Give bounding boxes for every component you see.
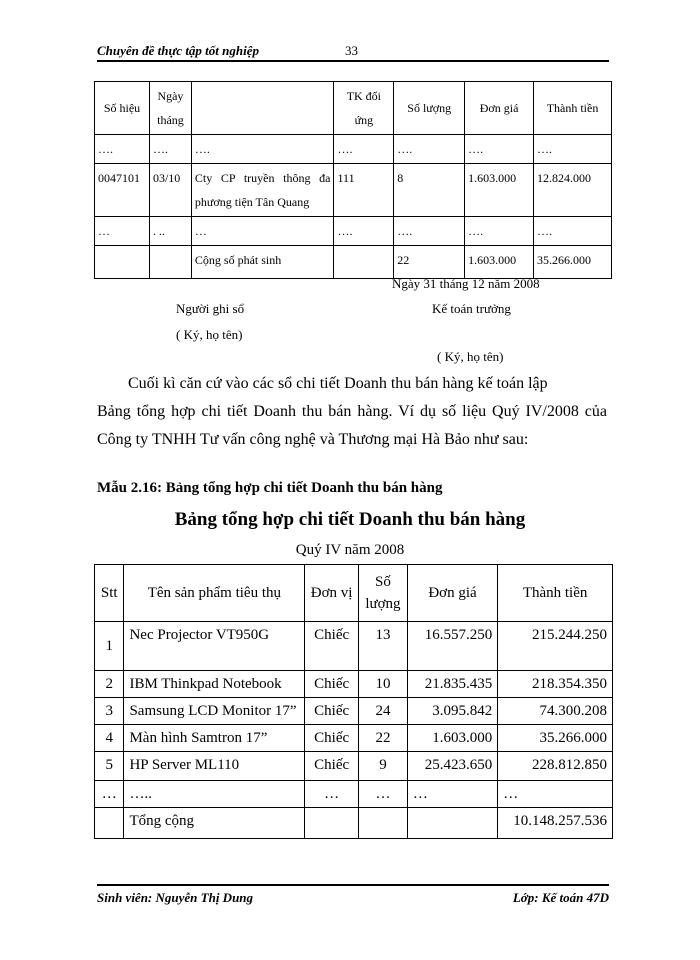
summary-cell: 35.266.000 [498, 725, 613, 752]
ledger-cell [334, 246, 394, 279]
ledger-header-cell: Thành tiền [534, 82, 612, 135]
ledger-cell: Cộng số phát sinh [191, 246, 334, 279]
ledger-cell: 22 [394, 246, 465, 279]
summary-table [94, 564, 613, 839]
summary-header-cell: Thành tiền [498, 565, 613, 622]
ledger-header-row [95, 82, 612, 135]
body-paragraph [97, 370, 607, 454]
ledger-cell: . .. [149, 217, 191, 246]
ledger-cell: …. [334, 135, 394, 164]
ledger-cell: 0047101 [95, 164, 150, 217]
student-name: Sinh viên: Nguyễn Thị Dung [97, 890, 254, 905]
summary-title: Bảng tổng hợp chi tiết Doanh thu bán hàng [174, 509, 526, 530]
chief-accountant-sign-note: ( Ký, họ tên) [437, 349, 504, 364]
ledger-cell: Cty CP truyền thông đa phương tiện Tân Quang [191, 164, 334, 217]
summary-cell: 2 [95, 671, 124, 698]
summary-header-cell: Tên sản phẩm tiêu thụ [124, 565, 305, 622]
ledger-cell: …. [534, 135, 612, 164]
summary-row [95, 622, 613, 671]
summary-header-cell: Đơn giá [407, 565, 497, 622]
ledger-cell: …. [465, 217, 534, 246]
ledger-header-cell: Đơn giá [465, 82, 534, 135]
ledger-cell [95, 246, 150, 279]
ledger-cell: 12.824.000 [534, 164, 612, 217]
ledger-cell: …. [191, 135, 334, 164]
summary-cell: 1.603.000 [407, 725, 497, 752]
summary-cell [359, 808, 408, 839]
summary-header-cell: Số lượng [359, 565, 408, 622]
summary-cell: 10.148.257.536 [498, 808, 613, 839]
summary-row [95, 752, 613, 781]
page-footer [97, 884, 609, 906]
summary-header-cell: Đơn vị [305, 565, 359, 622]
chief-accountant-title: Kế toán trưởng [432, 301, 511, 316]
summary-cell: Tổng cộng [124, 808, 305, 839]
summary-cell: Chiếc [305, 725, 359, 752]
summary-cell: Màn hình Samtron 17” [124, 725, 305, 752]
ledger-row [95, 164, 612, 217]
summary-cell: 228.812.850 [498, 752, 613, 781]
ledger-header-cell: Ngày tháng [149, 82, 191, 135]
summary-row [95, 725, 613, 752]
summary-cell: 4 [95, 725, 124, 752]
ledger-cell: … [95, 217, 150, 246]
summary-cell: Chiếc [305, 698, 359, 725]
document-title: Chuyên đề thực tập tốt nghiệp [97, 43, 259, 58]
summary-cell: Chiếc [305, 752, 359, 781]
form-label: Mẫu 2.16: Bảng tổng hợp chi tiết Doanh thu bán hàng [97, 480, 443, 496]
ledger-cell: …. [394, 217, 465, 246]
summary-row [95, 671, 613, 698]
summary-cell: … [407, 781, 497, 808]
summary-cell: … [305, 781, 359, 808]
summary-cell: HP Server ML110 [124, 752, 305, 781]
ledger-cell: …. [334, 217, 394, 246]
ledger-cell: 8 [394, 164, 465, 217]
ledger-cell: …. [465, 135, 534, 164]
summary-cell: Chiếc [305, 671, 359, 698]
summary-cell: IBM Thinkpad Notebook [124, 671, 305, 698]
summary-cell [305, 808, 359, 839]
ledger-row [95, 135, 612, 164]
ledger-cell: …. [534, 217, 612, 246]
summary-cell: ….. [124, 781, 305, 808]
summary-row [95, 698, 613, 725]
summary-header-row [95, 565, 613, 622]
ledger-header-cell [191, 82, 334, 135]
summary-cell [95, 808, 124, 839]
ledger-cell [149, 246, 191, 279]
summary-cell: 1 [95, 622, 124, 671]
ledger-cell: 1.603.000 [465, 246, 534, 279]
summary-cell: … [359, 781, 408, 808]
summary-subtitle: Quý IV năm 2008 [295, 542, 405, 558]
summary-cell: 5 [95, 752, 124, 781]
summary-cell: 13 [359, 622, 408, 671]
ledger-cell: …. [394, 135, 465, 164]
page-number: 33 [345, 43, 358, 58]
summary-cell: 74.300.208 [498, 698, 613, 725]
paragraph-line: Công ty TNHH Tư vấn công nghệ và Thương mại Hà Bảo như sau: [97, 431, 529, 448]
ledger-header-cell: Số lượng [394, 82, 465, 135]
summary-cell: … [498, 781, 613, 808]
summary-cell: 21.835.435 [407, 671, 497, 698]
ledger-cell: …. [95, 135, 150, 164]
ledger-cell: 1.603.000 [465, 164, 534, 217]
ledger-cell: 35.266.000 [534, 246, 612, 279]
ledger-cell: … [191, 217, 334, 246]
paragraph-line: Bảng tổng hợp chi tiết Doanh thu bán hàng. Ví dụ số liệu Quý IV/2008 của [97, 403, 607, 420]
summary-cell: 25.423.650 [407, 752, 497, 781]
ledger-cell: 111 [334, 164, 394, 217]
summary-row [95, 781, 613, 808]
signature-date: Ngày 31 tháng 12 năm 2008 [392, 276, 540, 291]
summary-cell: … [95, 781, 124, 808]
summary-cell: Chiếc [305, 622, 359, 671]
recorder-sign-note: ( Ký, họ tên) [176, 327, 243, 342]
class-name: Lớp: Kế toán 47D [512, 890, 609, 905]
summary-cell: 16.557.250 [407, 622, 497, 671]
summary-cell: 3 [95, 698, 124, 725]
ledger-header-cell: TK đối ứng [334, 82, 394, 135]
ledger-table [94, 81, 612, 279]
summary-cell: Nec Projector VT950G [124, 622, 305, 671]
ledger-row [95, 217, 612, 246]
ledger-cell: 03/10 [149, 164, 191, 217]
ledger-cell: …. [149, 135, 191, 164]
summary-cell: Samsung LCD Monitor 17” [124, 698, 305, 725]
page-header [97, 40, 609, 62]
summary-cell: 9 [359, 752, 408, 781]
summary-cell: 22 [359, 725, 408, 752]
summary-cell: 24 [359, 698, 408, 725]
ledger-header-cell: Số hiệu [95, 82, 150, 135]
summary-cell: 10 [359, 671, 408, 698]
summary-header-cell: Stt [95, 565, 124, 622]
summary-cell [407, 808, 497, 839]
summary-cell: 218.354.350 [498, 671, 613, 698]
ledger-total-row [95, 246, 612, 279]
summary-cell: 3.095.842 [407, 698, 497, 725]
recorder-title: Người ghi sổ [176, 301, 245, 316]
paragraph-line: Cuối kì căn cứ vào các sổ chi tiết Doanh thu bán hàng kế toán lập [128, 375, 548, 392]
summary-cell: 215.244.250 [498, 622, 613, 671]
summary-total-row [95, 808, 613, 839]
